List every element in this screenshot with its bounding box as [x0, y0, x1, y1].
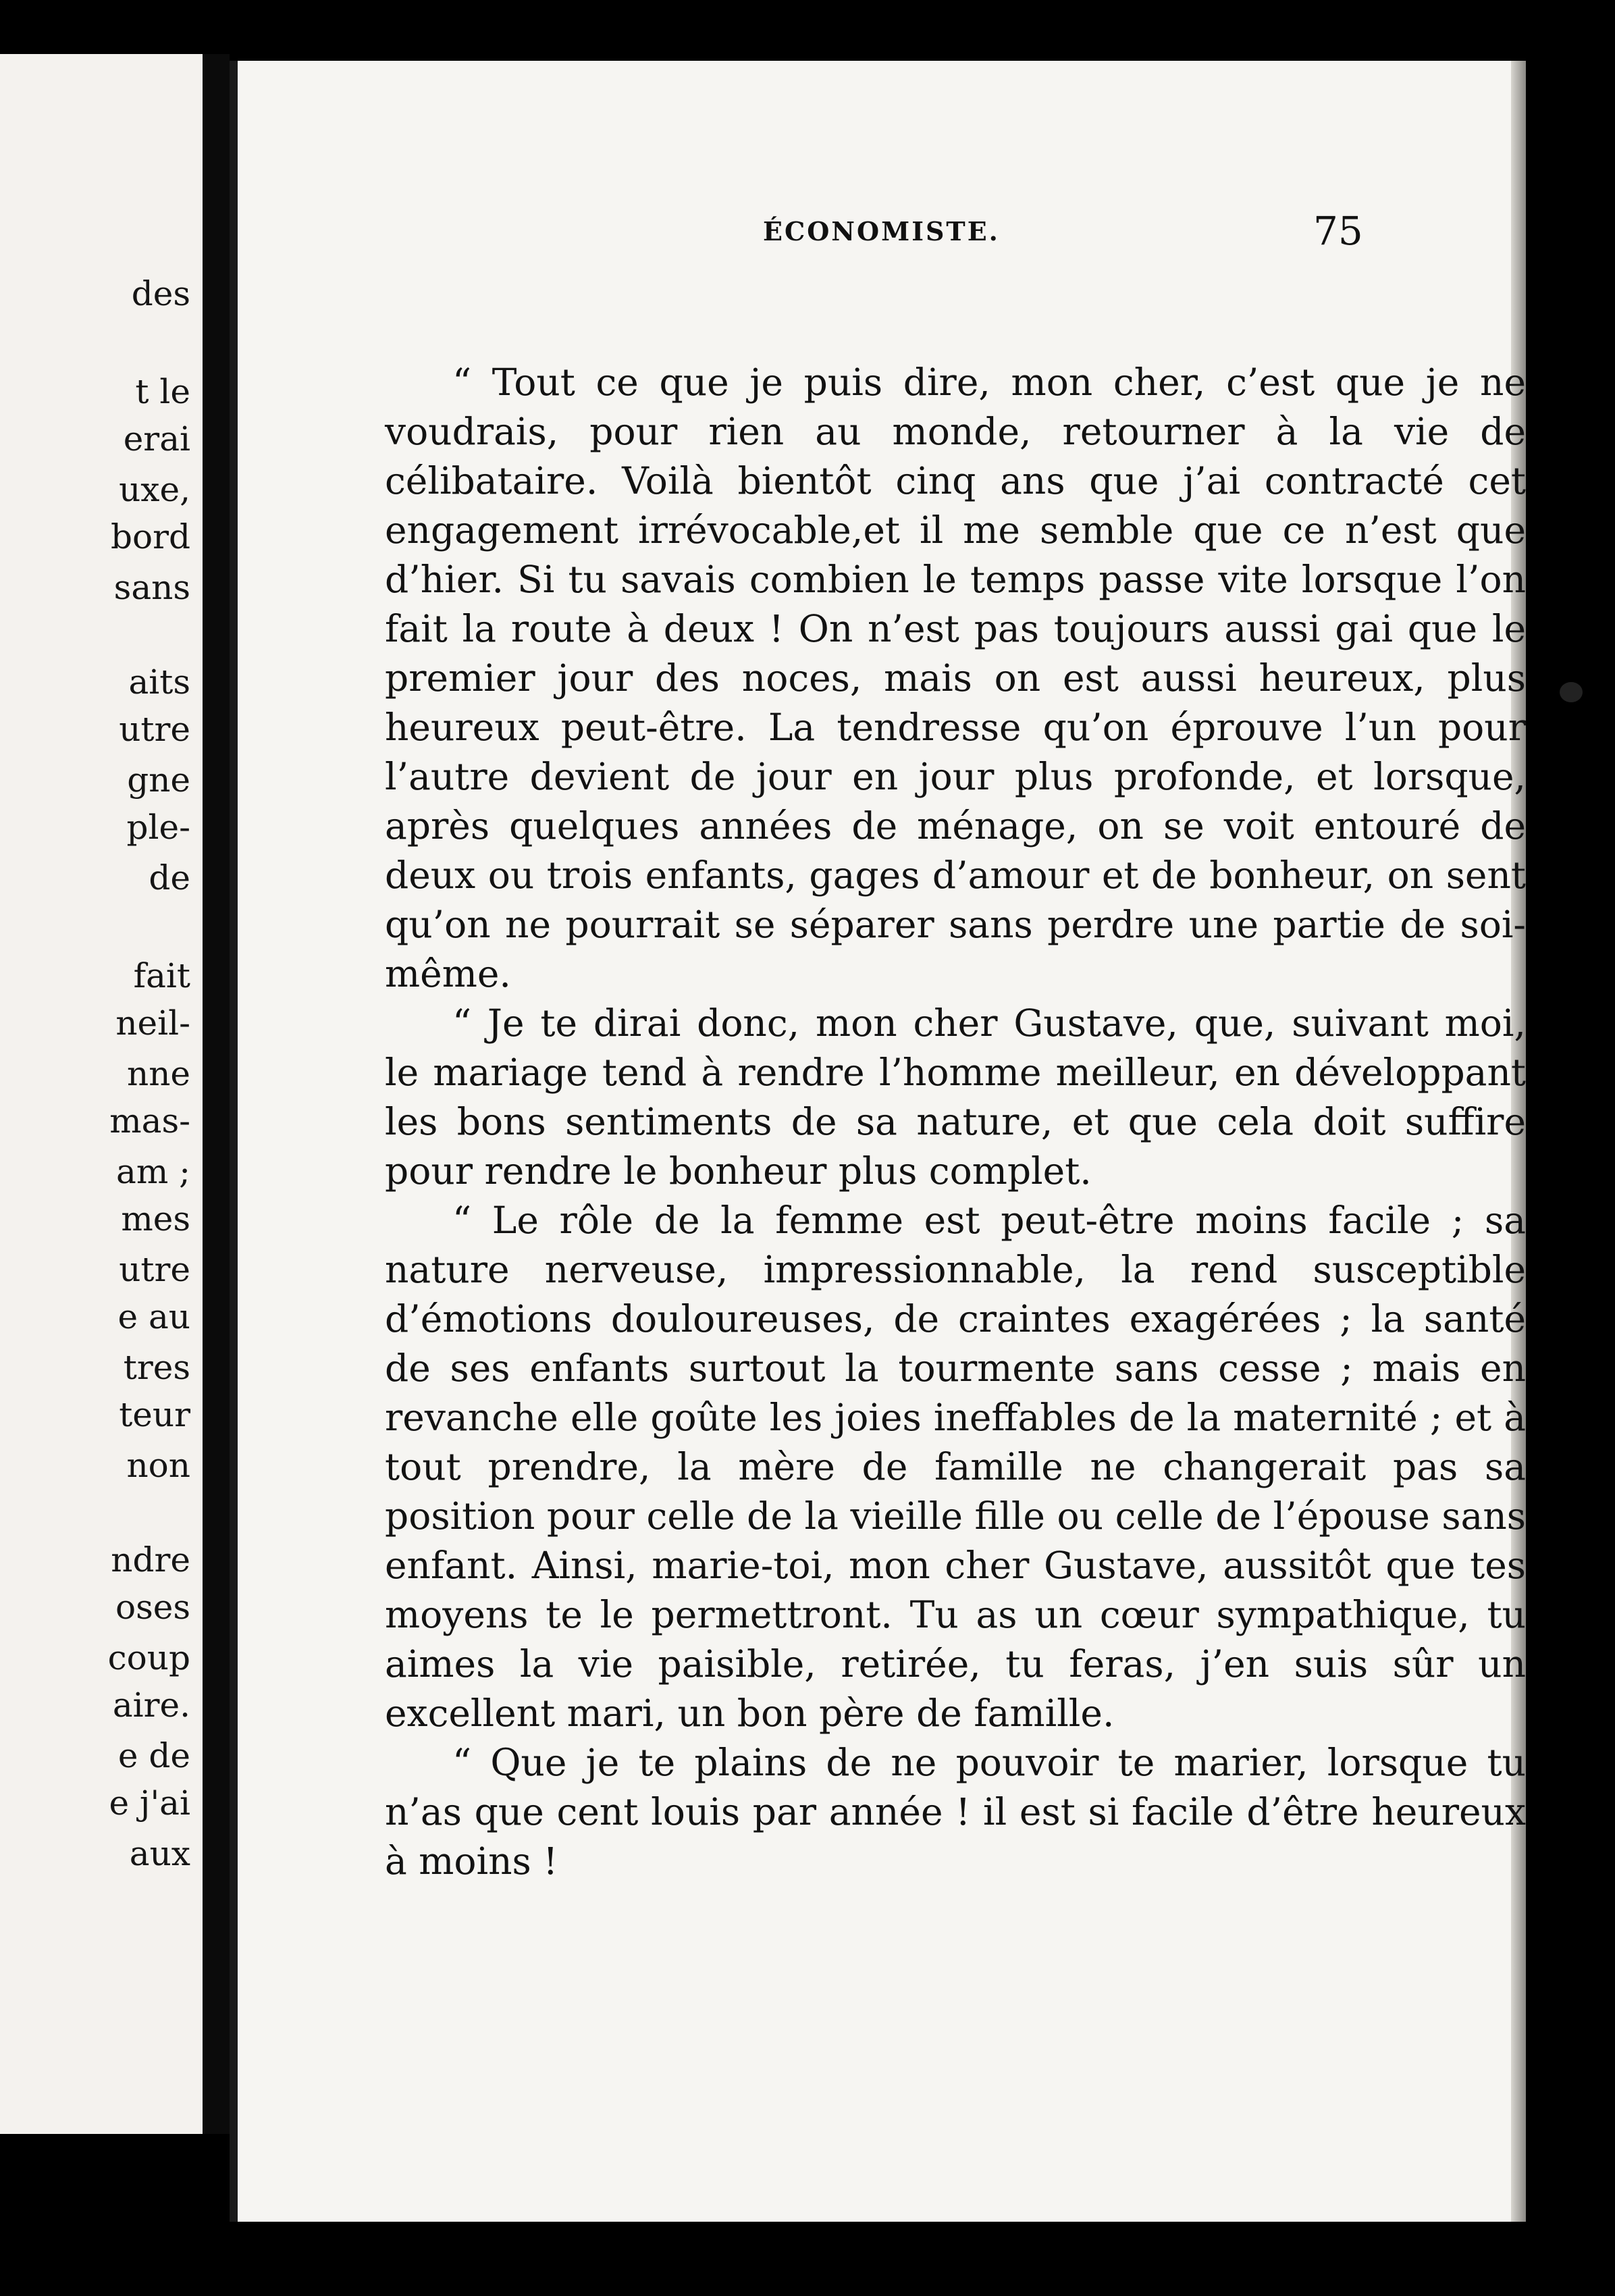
running-head: ÉCONOMISTE.	[763, 216, 1000, 246]
left-page-word-fragment: fait	[133, 956, 190, 995]
left-page-word-fragment: sans	[113, 568, 190, 607]
left-page-word-fragment: e au	[117, 1297, 190, 1336]
left-page-word-fragment: am ;	[116, 1152, 190, 1191]
left-page-word-fragment: aits	[128, 662, 190, 702]
page-number: 75	[1313, 208, 1363, 254]
left-page-fragment	[0, 54, 203, 2134]
left-page-word-fragment: oses	[115, 1588, 190, 1627]
book-gutter	[203, 54, 230, 2134]
left-page-word-fragment: e j'ai	[109, 1783, 190, 1823]
left-page-word-fragment: nne	[127, 1054, 190, 1093]
left-page-word-fragment: tres	[123, 1348, 190, 1387]
left-page-word-fragment: uxe,	[119, 470, 190, 509]
paragraph: “ Que je te plains de ne pouvoir te marier, lorsque tu n’as que cent louis par année ! il est si facile d’être heureux à moins !	[385, 1741, 1526, 1883]
body-text	[385, 358, 1526, 1886]
right-page	[230, 61, 1526, 2222]
paragraph: “ Le rôle de la femme est peut-être moins facile ; sa nature nerveuse, impressionnable, la rend susceptible d’émotions douloureuses, de craintes exagérées ; la santé de ses enfants surtout la tourmente sans cesse ; mais en revanche elle goûte les joies ineffables de la maternité ; et à tout prendre, la mère de famille ne changerait pas sa position pour celle de la vieille fille ou celle de l’épouse sans enfant. Ainsi, marie-toi, mon cher Gustave, aussitôt que tes moyens te le permettront. Tu as un cœur sympathique, tu aimes la vie paisible, retirée, tu feras, j’en suis sûr un excellent mari, un bon père de famille.	[385, 1199, 1526, 1735]
left-page-word-fragment: utre	[119, 710, 190, 749]
left-page-word-fragment: utre	[119, 1250, 190, 1289]
left-page-word-fragment: erai	[123, 419, 190, 459]
spine-shadow	[230, 61, 238, 2222]
left-page-word-fragment: des	[131, 274, 190, 313]
left-page-word-fragment: mas-	[109, 1101, 190, 1141]
left-page-word-fragment: ndre	[111, 1540, 190, 1580]
left-page-word-fragment: ple-	[126, 808, 190, 847]
left-page-word-fragment: teur	[119, 1395, 190, 1434]
scan-speck	[1560, 682, 1583, 702]
left-page-word-fragment: non	[126, 1446, 190, 1485]
left-page-word-fragment: e de	[117, 1736, 190, 1775]
left-page-word-fragment: bord	[110, 517, 190, 556]
left-page-word-fragment: t le	[135, 372, 190, 411]
left-page-word-fragment: aux	[129, 1834, 190, 1873]
paragraph: “ Je te dirai donc, mon cher Gustave, que, suivant moi, le mariage tend à rendre l’homme meilleur, en développant les bons sentiments de sa nature, et que cela doit suffire pour rendre le bonheur plus complet.	[385, 1001, 1526, 1193]
left-page-word-fragment: de	[149, 858, 190, 897]
left-page-word-fragment: aire.	[112, 1686, 190, 1725]
left-page-word-fragment: gne	[127, 760, 190, 800]
left-page-word-fragment: mes	[121, 1199, 190, 1238]
left-page-word-fragment: neil-	[115, 1003, 190, 1043]
paragraph: “ Tout ce que je puis dire, mon cher, c’est que je ne voudrais, pour rien au monde, retourner à la vie de célibataire. Voilà bientôt cinq ans que j’ai contracté cet engagement irrévocable,et il me semble que ce n’est que d’hier. Si tu savais combien le temps passe vite lorsque l’on fait la route à deux ! On n’est pas toujours aussi gai que le premier jour des noces, mais on est aussi heureux, plus heureux peut-être. La tendresse qu’on éprouve l’un pour l’autre devient de jour en jour plus profonde, et lorsque, après quelques années de ménage, on se voit entouré de deux ou trois enfants, gages d’amour et de bonheur, on sent qu’on ne pourrait se séparer sans perdre une partie de soi-même.	[385, 361, 1526, 995]
left-page-word-fragment: coup	[107, 1638, 190, 1677]
